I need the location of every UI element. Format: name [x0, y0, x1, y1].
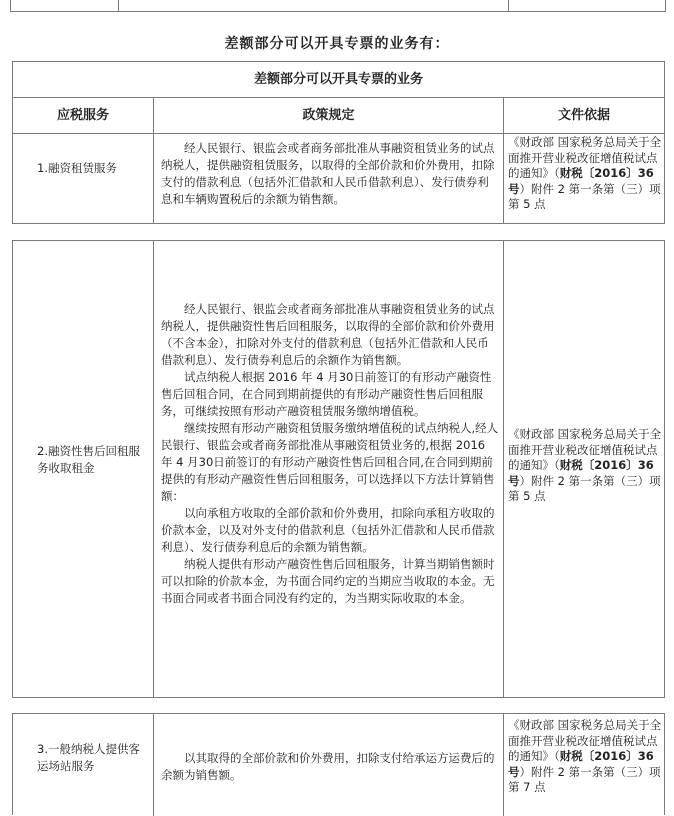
row2-policy-p4: 以向承租方收取的全部价款和价外费用，扣除向承租方收取的价款本金，以及对外支付的借款利息（包括外汇借款和人民币借款利息）、发行债券利息后的余额为销售额。 [161, 506, 495, 554]
row3-basis [508, 718, 662, 796]
row1-basis-pre: 《财政部 国家税务总局关于全面推开营业税改征增值税试点的通知》（ [508, 135, 662, 180]
policy-table-part2 [12, 240, 665, 698]
row2-service: 2.融资性售后回租服务收取租金 [37, 444, 140, 475]
row2-basis-post: ）附件 2 第一条第（三）项第 5 点 [508, 473, 661, 503]
policy-table-part1 [12, 61, 665, 224]
row2-policy-p2: 试点纳税人根据 2016 年 4 月30日前签订的有形动产融资性售后回租合同，在合同到期前提供的有形动产融资性售后回租服务，可继续按照有形动产融资租赁服务缴纳增值税。 [161, 370, 492, 418]
row2-policy [161, 301, 499, 607]
row3-basis-doc: 财税〔2016〕36号 [508, 749, 654, 779]
row3-basis-pre: 《财政部 国家税务总局关于全面推开营业税改征增值税试点的通知》（ [508, 718, 662, 763]
row1-basis-doc: 财税〔2016〕36号 [508, 166, 654, 196]
policy-table-part3 [12, 713, 665, 815]
row1-basis-post: ）附件 2 第一条第（三）项第 5 点 [508, 181, 661, 211]
section-title: 差额部分可以开具专票的业务有： [224, 36, 450, 52]
row3-basis-post: ）附件 2 第一条第（三）项第 7 点 [508, 764, 661, 794]
row1-policy: 经人民银行、银监会或者商务部批准从事融资租赁业务的试点纳税人，提供融资租赁服务，以取得的全部价款和价外费用，扣除支付的借款利息（包括外汇借款和人民币借款利息）、发行债券利息和车辆购置税后的余额为销售额。 [161, 141, 495, 206]
table-title: 差额部分可以开具专票的业务 [253, 72, 423, 87]
prev-table-remnant [10, 0, 666, 12]
header-policy: 政策规定 [302, 108, 355, 123]
header-basis: 文件依据 [557, 108, 610, 123]
row3-policy: 以其取得的全部价款和价外费用，扣除支付给承运方运费后的余额为销售额。 [161, 751, 495, 782]
row2-policy-p3: 继续按照有形动产融资租赁服务缴纳增值税的试点纳税人,经人民银行、银监会或者商务部批准从事融资租赁业务的,根据 2016 年 4 月30日前签订的有形动产融资性售后回租合同,在合同到期前提供的有形动产融资性售后回租服务，可以选择以下方法计算销售额： [161, 421, 499, 503]
header-service: 应税服务 [56, 108, 109, 123]
row2-basis-doc: 财税〔2016〕36号 [508, 458, 654, 488]
row2-policy-p5: 纳税人提供有形动产融资性售后回租服务，计算当期销售额时可以扣除的价款本金，为书面合同约定的当期应当收取的本金。无书面合同或者书面合同没有约定的，为当期实际收取的本金。 [161, 557, 495, 605]
row2-basis-pre: 《财政部 国家税务总局关于全面推开营业税改征增值税试点的通知》（ [508, 427, 662, 472]
row1-service: 1.融资租赁服务 [37, 161, 117, 175]
row2-policy-p1: 经人民银行、银监会或者商务部批准从事融资租赁业务的试点纳税人，提供融资性售后回租服务，以取得的全部价款和价外费用（不含本金），扣除对外支付的借款利息（包括外汇借款和人民币借款利息）、发行债券利息后的余额作为销售额。 [161, 302, 495, 367]
row3-service: 3.一般纳税人提供客运场站服务 [37, 742, 140, 773]
row1-basis [508, 135, 662, 213]
row2-basis [508, 427, 662, 505]
